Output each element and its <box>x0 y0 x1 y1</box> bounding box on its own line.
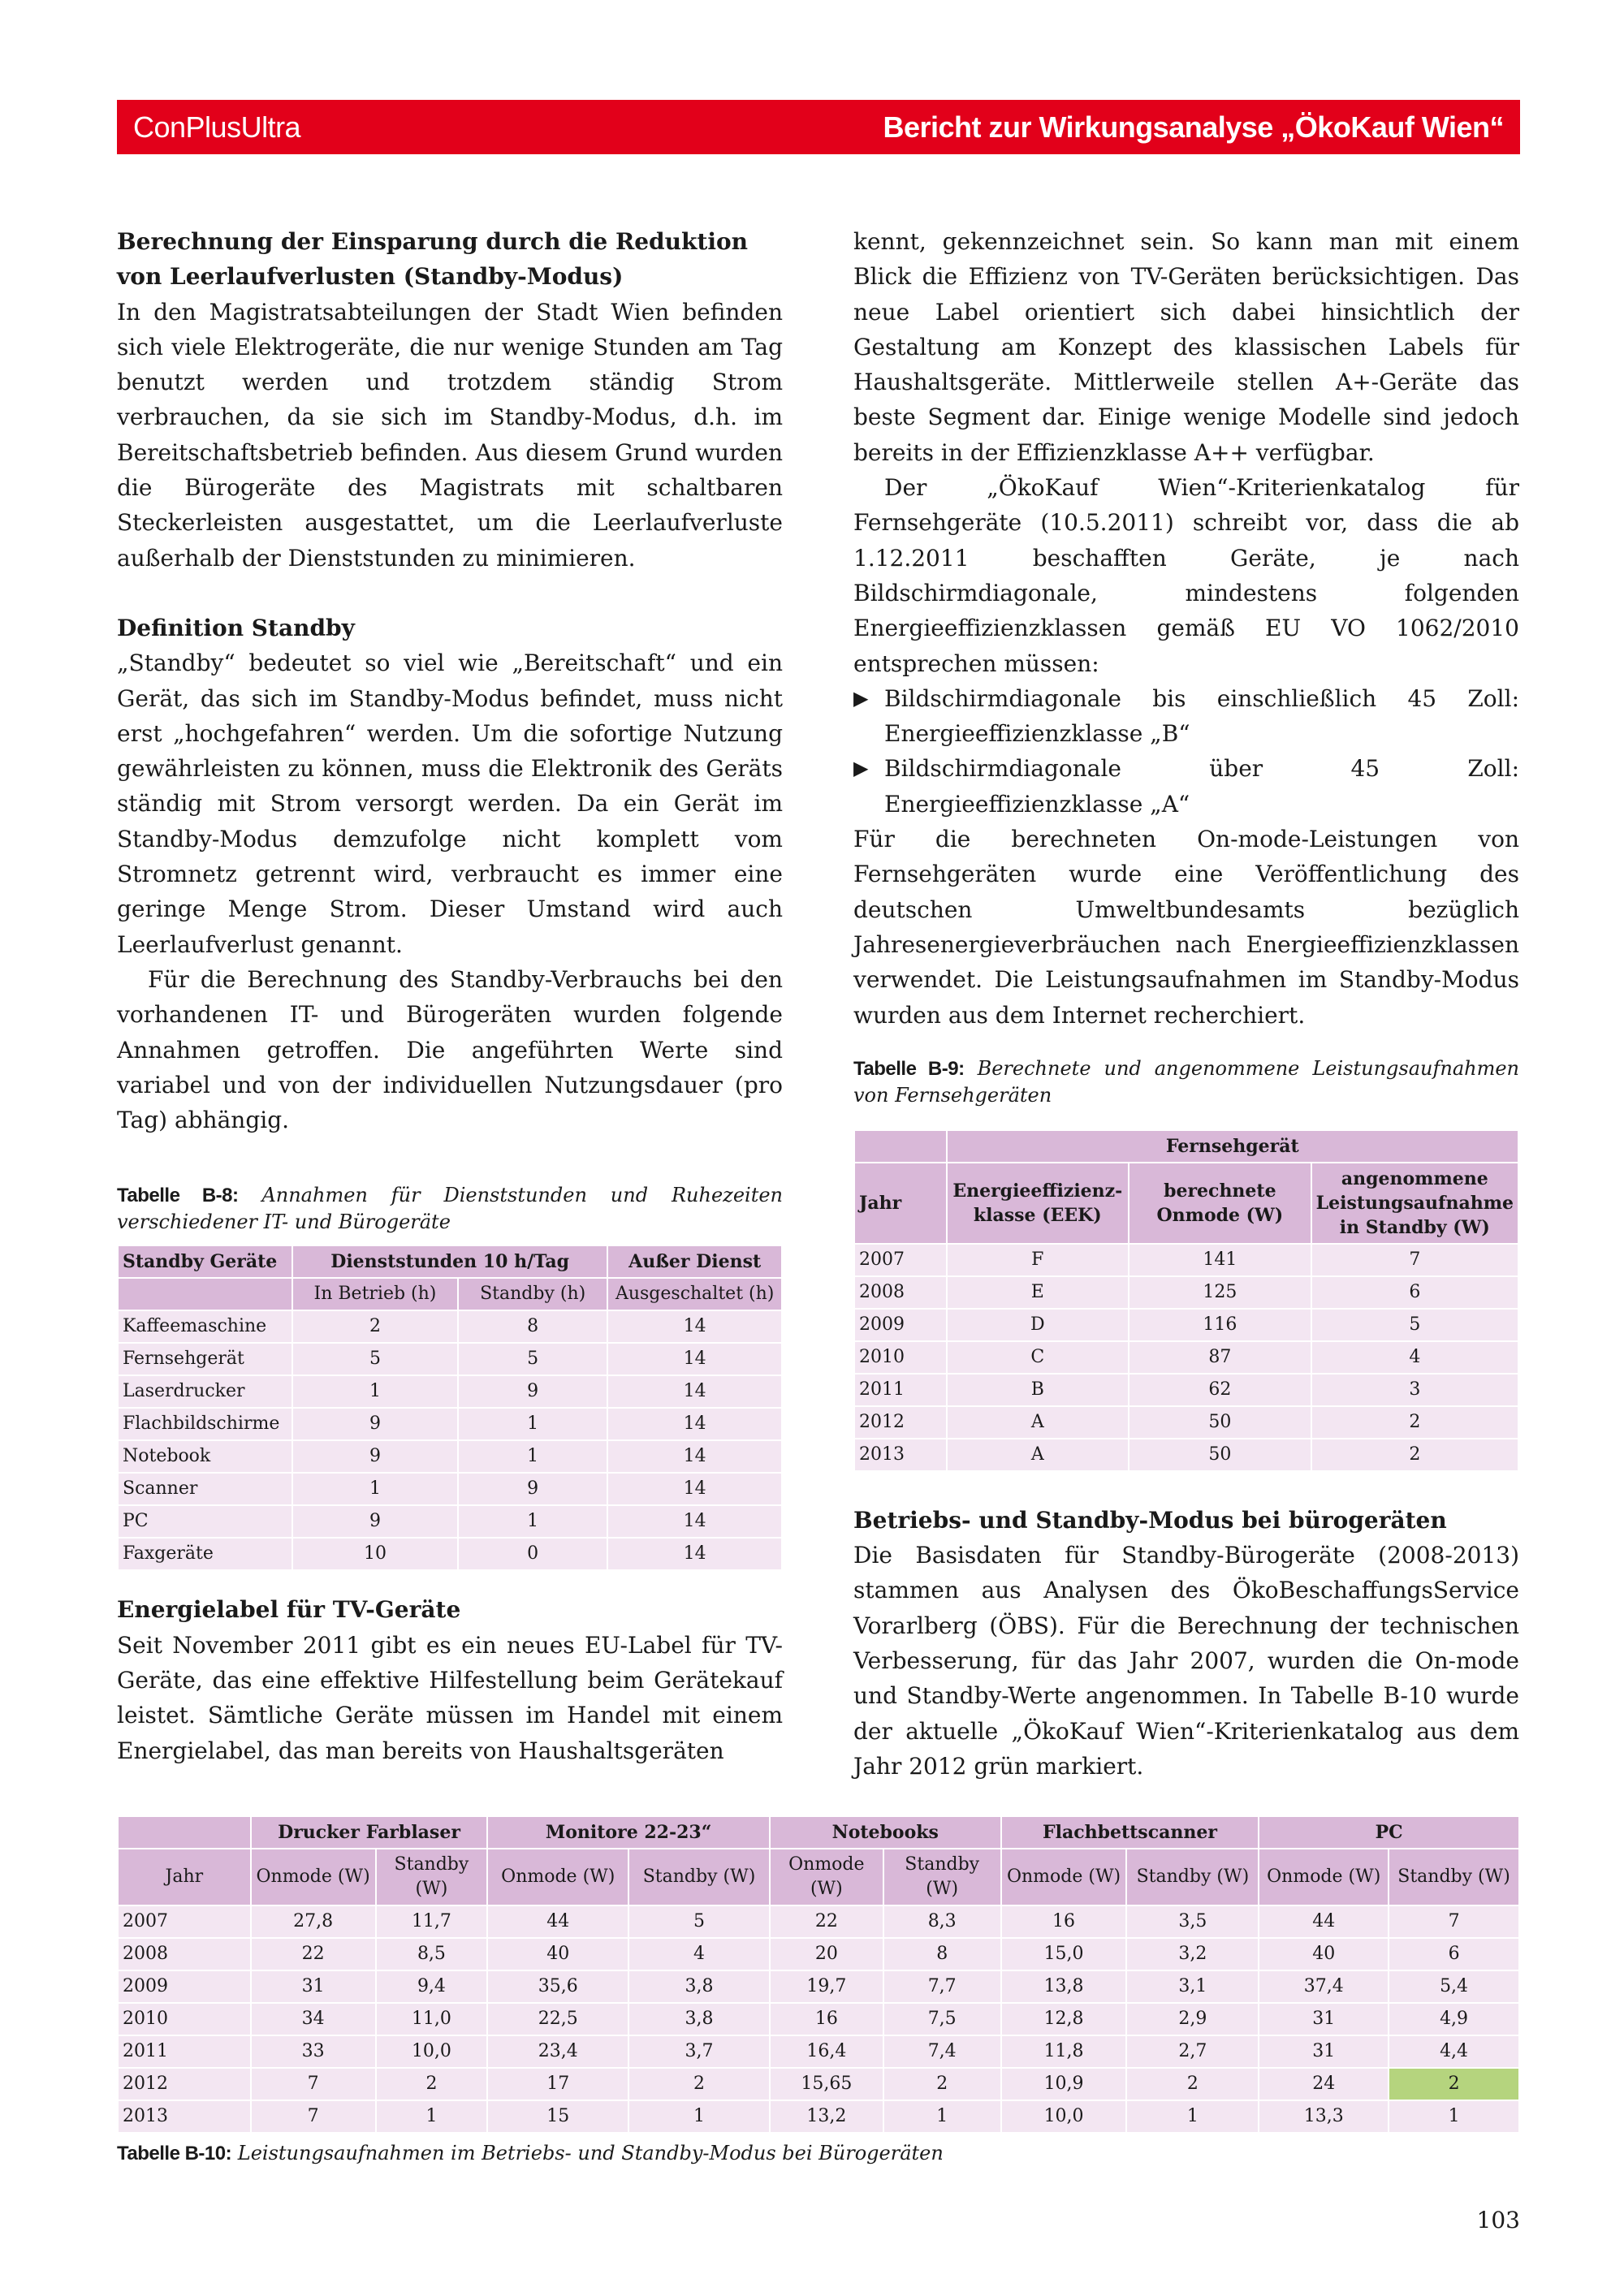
table-cell: 14 <box>607 1473 782 1505</box>
table-cell: 4 <box>1311 1341 1518 1374</box>
table-cell: 27,8 <box>251 1905 376 1938</box>
table-cell: 2012 <box>118 2068 251 2100</box>
table-row <box>118 2035 1519 2068</box>
table-row <box>118 1538 782 1570</box>
table-cell: 2008 <box>854 1276 947 1309</box>
table-header: Onmode (W) <box>1259 1849 1389 1905</box>
table-cell: 1 <box>376 2100 488 2133</box>
table-cell: 31 <box>1259 2003 1389 2035</box>
table-cell: 2 <box>1126 2068 1259 2100</box>
table-cell: 2 <box>292 1310 458 1343</box>
table-cell: 11,0 <box>376 2003 488 2035</box>
table-cell: Laserdrucker <box>118 1375 292 1408</box>
table-cell: 44 <box>487 1905 628 1938</box>
table-cell: 20 <box>770 1938 883 1970</box>
table-cell: 2,7 <box>1126 2035 1259 2068</box>
bullet-arrow-icon: ▶ <box>853 686 869 710</box>
table-cell: 8,5 <box>376 1938 488 1970</box>
table-b8 <box>117 1245 783 1571</box>
table-row <box>854 1309 1518 1341</box>
table-cell: 5,4 <box>1389 1970 1519 2003</box>
table-cell: 10,9 <box>1001 2068 1127 2100</box>
table-cell: 7,7 <box>883 1970 1001 2003</box>
table-header: Standby (W) <box>883 1849 1001 1905</box>
table-cell: 13,8 <box>1001 1970 1127 2003</box>
table-b10-section <box>117 1815 1520 2167</box>
left-column <box>117 224 783 1768</box>
table-cell: 87 <box>1129 1341 1311 1374</box>
table-header-empty <box>854 1130 947 1163</box>
table-cell: 1 <box>1126 2100 1259 2133</box>
table-cell: 4 <box>628 1938 770 1970</box>
table-cell: 0 <box>458 1538 607 1570</box>
table-cell: 7 <box>1389 1905 1519 1938</box>
page-header <box>117 100 1520 154</box>
table-cell: 14 <box>607 1505 782 1538</box>
table-cell: 13,3 <box>1259 2100 1389 2133</box>
table-b8-label: Tabelle B-8: <box>117 1185 239 1207</box>
table-cell: 2007 <box>118 1905 251 1938</box>
table-cell: 7 <box>251 2100 376 2133</box>
table-cell: 9,4 <box>376 1970 488 2003</box>
section-heading-energy-label: Energielabel für TV-Geräte <box>117 1596 461 1624</box>
table-cell: 14 <box>607 1408 782 1440</box>
table-header: Monitore 22-23“ <box>487 1816 770 1849</box>
table-row <box>118 2003 1519 2035</box>
table-cell: Scanner <box>118 1473 292 1505</box>
table-cell: Flachbildschirme <box>118 1408 292 1440</box>
paragraph: Für die berechneten On-mode-Leistungen von Fernsehgeräten wurde eine Veröffentlichung des deutschen Umweltbundesamts bezüglich Jahresenergieverbräuchen nach Energieeffizienzklassen verwendet. Die Leistungsaufnahmen im Standby-Modus wurden aus dem Internet recherchiert. <box>853 826 1519 1029</box>
table-cell: 7 <box>1311 1244 1518 1276</box>
table-cell: 2 <box>1311 1406 1518 1439</box>
table-cell: 8 <box>883 1938 1001 1970</box>
table-header: Jahr <box>118 1849 251 1905</box>
table-cell: 15,0 <box>1001 1938 1127 1970</box>
table-cell: 5 <box>628 1905 770 1938</box>
table-cell: 2008 <box>118 1938 251 1970</box>
table-cell: A <box>947 1439 1129 1471</box>
table-b9 <box>853 1129 1519 1472</box>
table-cell: 10 <box>292 1538 458 1570</box>
table-header: Ausgeschaltet (h) <box>607 1278 782 1310</box>
table-header: Onmode (W) <box>251 1849 376 1905</box>
table-cell: 35,6 <box>487 1970 628 2003</box>
table-cell: 2 <box>628 2068 770 2100</box>
table-row <box>854 1244 1518 1276</box>
table-b9-caption <box>853 1055 1519 1108</box>
table-cell: 40 <box>1259 1938 1389 1970</box>
table-b10-label: Tabelle B-10: <box>117 2143 232 2164</box>
table-cell: 125 <box>1129 1276 1311 1309</box>
table-cell: 3,7 <box>628 2035 770 2068</box>
table-cell: 31 <box>1259 2035 1389 2068</box>
table-cell: 2013 <box>854 1439 947 1471</box>
table-cell: 1 <box>628 2100 770 2133</box>
table-b10-caption-text: Leistungsaufnahmen im Betriebs- und Standby-Modus bei Bürogeräten <box>237 2142 944 2164</box>
table-cell: 3,2 <box>1126 1938 1259 1970</box>
table-cell: E <box>947 1276 1129 1309</box>
table-header: Standby (W) <box>1389 1849 1519 1905</box>
table-cell: 24 <box>1259 2068 1389 2100</box>
table-cell: 2009 <box>854 1309 947 1341</box>
table-row <box>118 1440 782 1473</box>
table-cell: 2 <box>1311 1439 1518 1471</box>
table-b8-caption <box>117 1182 783 1235</box>
paragraph: Seit November 2011 gibt es ein neues EU-Label für TV-Geräte, das eine effektive Hilfestellung beim Gerätekauf leistet. Sämtliche Geräte müssen im Handel mit einem Energielabel, das man bereits von Haushaltsgeräten <box>117 1631 783 1764</box>
table-cell: 5 <box>1311 1309 1518 1341</box>
section-heading-office-devices: Betriebs- und Standby-Modus bei bürogeräten <box>853 1506 1447 1534</box>
right-column <box>853 224 1519 1784</box>
paragraph: Für die Berechnung des Standby-Verbrauchs bei den vorhandenen IT- und Bürogeräten wurden folgende Annahmen getroffen. Die angeführten Werte sind variabel und von der individuellen Nutzungsdauer (pro Tag) abhängig. <box>117 965 783 1134</box>
table-row <box>118 1408 782 1440</box>
table-cell: 37,4 <box>1259 1970 1389 2003</box>
table-b10-caption <box>117 2140 1520 2167</box>
table-header: Onmode (W) <box>1001 1849 1127 1905</box>
table-cell: 10,0 <box>376 2035 488 2068</box>
paragraph: Der „ÖkoKauf Wien“-Kriterienkatalog für Fernsehgeräte (10.5.2011) schreibt vor, dass die ab 1.12.2011 beschafften Geräte, je nach Bildschirmdiagonale, mindestens folgenden Energieeffizienzklassen gemäß EU VO 1062/2010 entsprechen müssen: <box>853 474 1519 677</box>
table-cell: F <box>947 1244 1129 1276</box>
paragraph: kennt, gekennzeichnet sein. So kann man mit einem Blick die Effizienz von TV-Geräten berücksichtigen. Das neue Label orientiert sich dabei hinsichtlich der Gestaltung am Konzept des klassischen Labels für Haushaltsgeräte. Mittlerweile stellen A+-Geräte das beste Segment dar. Einige wenige Modelle sind jedoch bereits in der Effizienzklasse A++ verfügbar. <box>853 228 1519 466</box>
table-cell: 50 <box>1129 1406 1311 1439</box>
paragraph: „Standby“ bedeutet so viel wie „Bereitschaft“ und ein Gerät, das sich im Standby-Modus befindet, muss nicht erst „hochgefahren“ werden. Um die sofortige Nutzung gewährleisten zu können, muss die Elektronik des Geräts ständig mit Strom versorgt werden. Da ein Gerät im Standby-Modus demzufolge nicht komplett vom Stromnetz getrennt wird, verbraucht es immer eine geringe Menge Strom. Dieser Umstand wird auch Leerlaufverlust genannt. <box>117 650 783 958</box>
table-cell: 14 <box>607 1375 782 1408</box>
table-cell: 40 <box>487 1938 628 1970</box>
highlighted-cell: 2 <box>1389 2068 1519 2100</box>
table-cell: 10,0 <box>1001 2100 1127 2133</box>
table-cell: 2 <box>376 2068 488 2100</box>
table-cell: Kaffeemaschine <box>118 1310 292 1343</box>
table-cell: 13,2 <box>770 2100 883 2133</box>
table-cell: 16 <box>1001 1905 1127 1938</box>
table-cell: 33 <box>251 2035 376 2068</box>
table-header: Standby (W) <box>628 1849 770 1905</box>
table-cell: 2011 <box>854 1374 947 1406</box>
table-header: angenommene Leistungsaufnahme in Standby (W) <box>1311 1163 1518 1244</box>
table-cell: PC <box>118 1505 292 1538</box>
brand-name: ConPlusUltra <box>133 110 301 144</box>
table-cell: 141 <box>1129 1244 1311 1276</box>
table-cell: 2013 <box>118 2100 251 2133</box>
table-cell: 22,5 <box>487 2003 628 2035</box>
table-cell: 1 <box>458 1505 607 1538</box>
table-cell: 2010 <box>118 2003 251 2035</box>
table-header: PC <box>1259 1816 1519 1849</box>
table-cell: 3,8 <box>628 1970 770 2003</box>
bullet-item: ▶ Bildschirmdiagonale über 45 Zoll: Energieeffizienzklasse „A“ <box>853 751 1519 822</box>
table-cell: 7,4 <box>883 2035 1001 2068</box>
table-row <box>854 1406 1518 1439</box>
table-cell: 7,5 <box>883 2003 1001 2035</box>
table-header: Energieeffizienz-klasse (EEK) <box>947 1163 1129 1244</box>
table-cell: 11,7 <box>376 1905 488 1938</box>
report-title: Bericht zur Wirkungsanalyse „ÖkoKauf Wien“ <box>883 110 1504 144</box>
table-cell: Notebook <box>118 1440 292 1473</box>
table-cell: 2012 <box>854 1406 947 1439</box>
page-number: 103 <box>1476 2207 1520 2233</box>
table-header: Standby (h) <box>458 1278 607 1310</box>
table-row <box>118 1343 782 1375</box>
table-row <box>118 1375 782 1408</box>
table-cell: 62 <box>1129 1374 1311 1406</box>
table-cell: 8 <box>458 1310 607 1343</box>
bullet-item: ▶ Bildschirmdiagonale bis einschließlich 45 Zoll: Energieeffizienzklasse „B“ <box>853 681 1519 752</box>
table-cell: 16,4 <box>770 2035 883 2068</box>
table-header: berechnete Onmode (W) <box>1129 1163 1311 1244</box>
table-cell: 1 <box>458 1408 607 1440</box>
table-cell: 22 <box>251 1938 376 1970</box>
table-row <box>118 1505 782 1538</box>
table-header: Onmode (W) <box>487 1849 628 1905</box>
table-cell: 3,5 <box>1126 1905 1259 1938</box>
table-cell: 2009 <box>118 1970 251 2003</box>
table-row <box>854 1439 1518 1471</box>
table-cell: 11,8 <box>1001 2035 1127 2068</box>
table-cell: B <box>947 1374 1129 1406</box>
table-cell: 12,8 <box>1001 2003 1127 2035</box>
table-header: Jahr <box>854 1163 947 1244</box>
table-cell: 9 <box>292 1505 458 1538</box>
table-cell: Faxgeräte <box>118 1538 292 1570</box>
table-cell: 9 <box>458 1473 607 1505</box>
table-cell: 16 <box>770 2003 883 2035</box>
table-header: Flachbettscanner <box>1001 1816 1259 1849</box>
table-b8-caption-text: Annahmen für Dienststunden und Ruhezeiten verschiedener IT- und Bürogeräte <box>117 1184 783 1234</box>
paragraph: Die Basisdaten für Standby-Bürogeräte (2008-2013) stammen aus Analysen des ÖkoBeschaffungsService Vorarlberg (ÖBS). Für die Berechnung der technischen Verbesserung, für das Jahr 2007, wurden die On-mode und Standby-Werte angenommen. In Tabelle B-10 wurde der aktuelle „ÖkoKauf Wien“-Kriterienkatalog aus dem Jahr 2012 grün markiert. <box>853 1542 1519 1780</box>
table-row <box>118 1473 782 1505</box>
table-cell: 1 <box>292 1375 458 1408</box>
table-cell: 9 <box>458 1375 607 1408</box>
table-row <box>118 1905 1519 1938</box>
table-cell: A <box>947 1406 1129 1439</box>
table-cell: Fernsehgerät <box>118 1343 292 1375</box>
table-cell: 3 <box>1311 1374 1518 1406</box>
table-header: Standby (W) <box>1126 1849 1259 1905</box>
table-cell: 116 <box>1129 1309 1311 1341</box>
paragraph: In den Magistratsabteilungen der Stadt Wien befinden sich viele Elektrogeräte, die nur wenige Stunden am Tag benutzt werden und trotzdem ständig Strom verbrauchen, da sie sich im Standby-Modus, d.h. im Bereitschaftsbetrieb befinden. Aus diesem Grund wurden die Bürogeräte des Magistrats mit schaltbaren Steckerleisten ausgestattet, um die Leerlaufverluste außerhalb der Dienststunden zu minimieren. <box>117 298 783 572</box>
table-cell: 3,1 <box>1126 1970 1259 2003</box>
table-b10 <box>117 1815 1520 2134</box>
table-cell: 23,4 <box>487 2035 628 2068</box>
table-cell: 14 <box>607 1310 782 1343</box>
table-row <box>854 1374 1518 1406</box>
table-cell: 17 <box>487 2068 628 2100</box>
table-row <box>118 1970 1519 2003</box>
table-cell: 34 <box>251 2003 376 2035</box>
table-cell: 5 <box>458 1343 607 1375</box>
table-cell: 19,7 <box>770 1970 883 2003</box>
table-row <box>118 1310 782 1343</box>
table-header: In Betrieb (h) <box>292 1278 458 1310</box>
table-b9-label: Tabelle B-9: <box>853 1057 965 1080</box>
table-cell: 50 <box>1129 1439 1311 1471</box>
table-row <box>118 2100 1519 2133</box>
table-cell: 2011 <box>118 2035 251 2068</box>
table-row <box>854 1276 1518 1309</box>
table-cell: 4,4 <box>1389 2035 1519 2068</box>
table-row <box>118 2068 1519 2100</box>
table-cell: 14 <box>607 1538 782 1570</box>
table-header: Dienststunden 10 h/Tag <box>292 1245 607 1278</box>
table-cell: 14 <box>607 1440 782 1473</box>
section-heading-standby-savings: Berechnung der Einsparung durch die Reduktion von Leerlaufverlusten (Standby-Modus) <box>117 228 748 291</box>
section-heading-definition-standby: Definition Standby <box>117 614 355 641</box>
table-cell: C <box>947 1341 1129 1374</box>
table-cell: 22 <box>770 1905 883 1938</box>
table-header: Standby (W) <box>376 1849 488 1905</box>
table-cell: 2010 <box>854 1341 947 1374</box>
table-cell: 44 <box>1259 1905 1389 1938</box>
table-b9-caption-text: Berechnete und angenommene Leistungsaufnahmen von Fernsehgeräten <box>853 1056 1519 1107</box>
table-cell: 1 <box>458 1440 607 1473</box>
table-header-empty <box>118 1816 251 1849</box>
table-cell: 8,3 <box>883 1905 1001 1938</box>
table-cell: 15 <box>487 2100 628 2133</box>
table-cell: 6 <box>1389 1938 1519 1970</box>
table-cell: 2007 <box>854 1244 947 1276</box>
table-cell: 1 <box>883 2100 1001 2133</box>
table-cell: D <box>947 1309 1129 1341</box>
table-row <box>118 1938 1519 1970</box>
table-header: Onmode (W) <box>770 1849 883 1905</box>
table-cell: 1 <box>292 1473 458 1505</box>
table-cell: 4,9 <box>1389 2003 1519 2035</box>
table-header: Standby Geräte <box>118 1245 292 1278</box>
table-header: Drucker Farblaser <box>251 1816 488 1849</box>
table-header-empty <box>118 1278 292 1310</box>
table-row <box>854 1341 1518 1374</box>
table-cell: 6 <box>1311 1276 1518 1309</box>
table-cell: 7 <box>251 2068 376 2100</box>
table-cell: 9 <box>292 1408 458 1440</box>
bullet-arrow-icon: ▶ <box>853 757 869 780</box>
table-cell: 5 <box>292 1343 458 1375</box>
table-cell: 3,8 <box>628 2003 770 2035</box>
table-header: Außer Dienst <box>607 1245 782 1278</box>
table-header: Notebooks <box>770 1816 1001 1849</box>
table-cell: 31 <box>251 1970 376 2003</box>
table-cell: 9 <box>292 1440 458 1473</box>
table-header: Fernsehgerät <box>947 1130 1518 1163</box>
table-cell: 15,65 <box>770 2068 883 2100</box>
table-cell: 2 <box>883 2068 1001 2100</box>
table-cell: 1 <box>1389 2100 1519 2133</box>
table-cell: 14 <box>607 1343 782 1375</box>
table-cell: 2,9 <box>1126 2003 1259 2035</box>
